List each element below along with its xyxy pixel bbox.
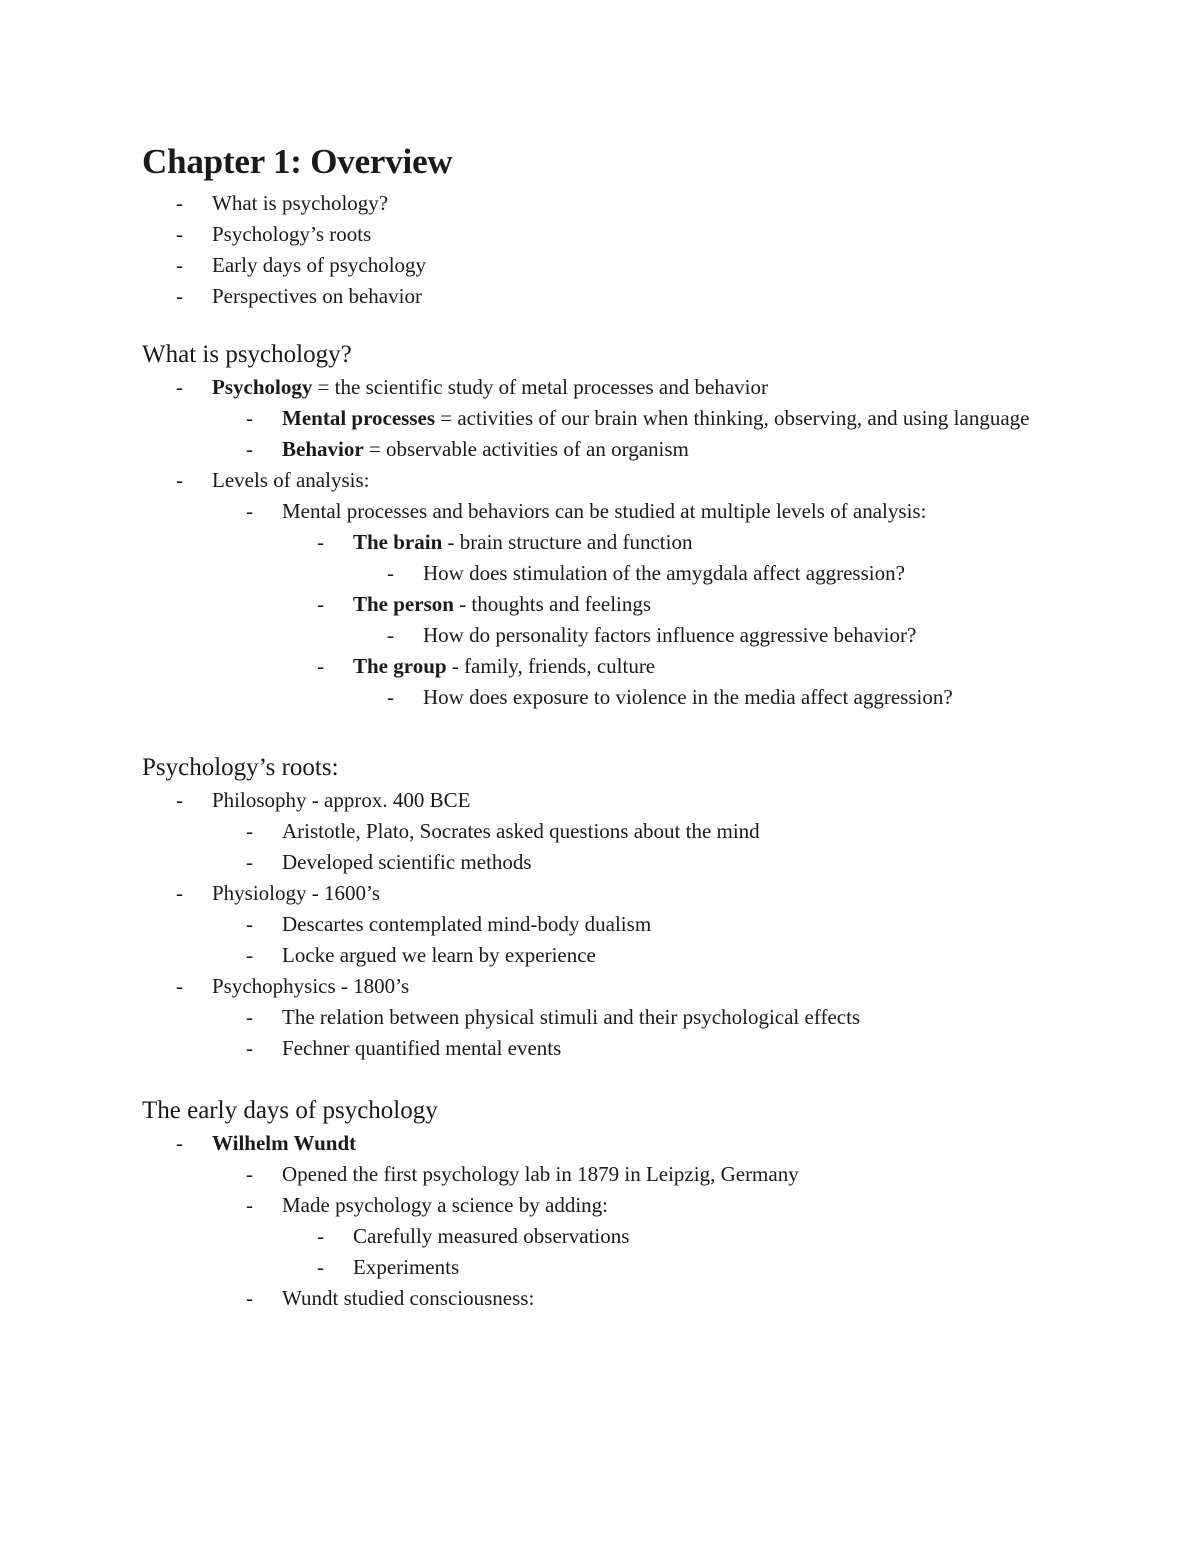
list-item: - Psychology’s roots xyxy=(142,219,1062,250)
dash-bullet: - xyxy=(246,406,253,430)
term: The brain xyxy=(353,530,443,554)
dash-bullet: - xyxy=(317,654,324,678)
dash-bullet: - xyxy=(246,1005,253,1029)
dash-bullet: - xyxy=(176,468,183,492)
list-item xyxy=(142,1128,1062,1159)
list-item: - Opened the first psychology lab in 1879 in Leipzig, Germany xyxy=(142,1159,1062,1190)
dash-bullet: - xyxy=(176,253,183,277)
dash-bullet: - xyxy=(246,943,253,967)
dash-bullet: - xyxy=(317,1255,324,1279)
list-item: - Physiology - 1600’s xyxy=(142,878,1062,909)
list-item: - Aristotle, Plato, Socrates asked questions about the mind xyxy=(142,816,1062,847)
list-item: - Mental processes and behaviors can be studied at multiple levels of analysis: xyxy=(142,496,1062,527)
list-item: - What is psychology? xyxy=(142,188,1062,219)
term: Behavior xyxy=(282,437,364,461)
chapter-title: Chapter 1: Overview xyxy=(142,142,453,181)
dash-bullet: - xyxy=(176,284,183,308)
dash-bullet: - xyxy=(176,1131,183,1155)
list-item: - Made psychology a science by adding: xyxy=(142,1190,1062,1221)
dash-bullet: - xyxy=(246,850,253,874)
dash-bullet: - xyxy=(176,881,183,905)
dash-bullet: - xyxy=(246,1036,253,1060)
dash-bullet: - xyxy=(387,561,394,585)
list-item: - Early days of psychology xyxy=(142,250,1062,281)
list-item: - Developed scientific methods xyxy=(142,847,1062,878)
section-what-is-psychology xyxy=(142,338,1062,713)
dash-bullet: - xyxy=(317,592,324,616)
overview-list xyxy=(142,188,1062,312)
list-item: - Psychology = the scientific study of metal processes and behavior xyxy=(142,372,1062,403)
term: The person xyxy=(353,592,454,616)
list-item: - The brain - brain structure and function xyxy=(142,527,1062,558)
term: Psychology xyxy=(212,375,313,399)
list-item: - Behavior = observable activities of an organism xyxy=(142,434,1062,465)
dash-bullet: - xyxy=(387,623,394,647)
dash-bullet: - xyxy=(246,499,253,523)
list-item: - Descartes contemplated mind-body dualism xyxy=(142,909,1062,940)
dash-bullet: - xyxy=(246,1193,253,1217)
dash-bullet: - xyxy=(246,437,253,461)
list-item: - The relation between physical stimuli and their psychological effects xyxy=(142,1002,1062,1033)
dash-bullet: - xyxy=(176,788,183,812)
list-item: - Carefully measured observations xyxy=(142,1221,1062,1252)
section-heading: Psychology’s roots: xyxy=(142,754,339,781)
dash-bullet: - xyxy=(387,685,394,709)
list-item: - How do personality factors influence aggressive behavior? xyxy=(142,620,1062,651)
dash-bullet: - xyxy=(176,375,183,399)
dash-bullet: - xyxy=(246,1286,253,1310)
dash-bullet: - xyxy=(246,819,253,843)
list-item: - Locke argued we learn by experience xyxy=(142,940,1062,971)
dash-bullet: - xyxy=(176,974,183,998)
list-item: - Perspectives on behavior xyxy=(142,281,1062,312)
list-item: - Philosophy - approx. 400 BCE xyxy=(142,785,1062,816)
list-item: - Wundt studied consciousness: xyxy=(142,1283,1062,1314)
list-item: - Mental processes = activities of our brain when thinking, observing, and using language xyxy=(142,403,1062,434)
section-early-days xyxy=(142,1094,1062,1314)
list-item: - Experiments xyxy=(142,1252,1062,1283)
list-item: - The group - family, friends, culture xyxy=(142,651,1062,682)
dash-bullet: - xyxy=(176,191,183,215)
list-item: - Psychophysics - 1800’s xyxy=(142,971,1062,1002)
section-heading: What is psychology? xyxy=(142,341,352,368)
dash-bullet: - xyxy=(317,1224,324,1248)
dash-bullet: - xyxy=(246,912,253,936)
dash-bullet: - xyxy=(176,222,183,246)
dash-bullet: - xyxy=(317,530,324,554)
list-item: - How does stimulation of the amygdala affect aggression? xyxy=(142,558,1062,589)
term: Wilhelm Wundt xyxy=(212,1131,357,1155)
list-item: - How does exposure to violence in the media affect aggression? xyxy=(142,682,1062,713)
dash-bullet: - xyxy=(246,1162,253,1186)
section-psychology-roots xyxy=(142,751,1062,1064)
document-page xyxy=(142,140,1062,1314)
list-item: - The person - thoughts and feelings xyxy=(142,589,1062,620)
term: Mental processes xyxy=(282,406,435,430)
list-item: - Fechner quantified mental events xyxy=(142,1033,1062,1064)
list-item: - Levels of analysis: xyxy=(142,465,1062,496)
term: The group xyxy=(353,654,447,678)
section-heading: The early days of psychology xyxy=(142,1097,438,1124)
